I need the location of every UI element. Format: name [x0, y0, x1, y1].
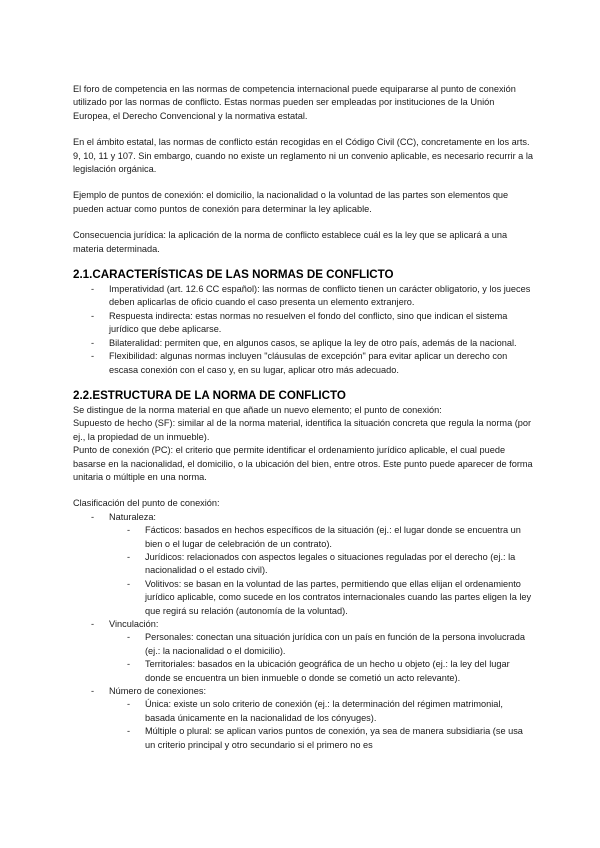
list-item: - Única: existe un solo criterio de conexión (ej.: la determinación del régimen matrimonial, basada únicamente en la nacionalidad de los cónyuges). [73, 698, 533, 725]
vinculacion-sublist [109, 631, 533, 685]
list-item: - Volitivos: se basan en la voluntad de las partes, permitiendo que ellas elijan el ordenamiento jurídico aplicable, como sucede en los contratos internacionales cuando las partes eligen la ley que regirá su relación (autonomía de la voluntad). [73, 578, 533, 618]
list-item: - Jurídicos: relacionados con aspectos legales o situaciones reguladas por el derecho (ej.: la nacionalidad o el estado civil). [73, 551, 533, 578]
list-item: - Territoriales: basados en la ubicación geográfica de un hecho u objeto (ej.: la ley del lugar donde se encuentra un bien inmueble o donde se cometió un acto relevante). [73, 658, 533, 685]
section-heading-caracteristicas: 2.1.CARACTERÍSTICAS DE LAS NORMAS DE CONFLICTO [73, 268, 394, 282]
estructura-paragraph-3: Punto de conexión (PC): el criterio que permite identificar el ordenamiento jurídico aplicable, el cual puede basarse en la nacionalidad, el domicilio, o la ubicación del bien, entre otros. Este punto puede aparecer de forma unitaria o múltiple en una norma. [73, 445, 533, 482]
list-item: - Respuesta indirecta: estas normas no resuelven el fondo del conflicto, sino que indican el sistema jurídico que debe aplicarse. [73, 310, 533, 337]
list-item: - Bilateralidad: permiten que, en algunos casos, se aplique la ley de otro país, además de la nacional. [73, 337, 533, 350]
intro-paragraph-1: El foro de competencia en las normas de competencia internacional puede equipararse al punto de conexión utilizado por las normas de conflicto. Estas normas pueden ser empleadas por instituciones de la Unión Europea, el Derecho Convencional y la normativa estatal. [73, 84, 516, 121]
intro-paragraph-4: Consecuencia jurídica: la aplicación de la norma de conflicto establece cuál es la ley que se aplicará a una materia determinada. [73, 230, 508, 254]
list-item-numero [73, 685, 533, 752]
list-item: - Fácticos: basados en hechos específicos de la situación (ej.: el lugar donde se encuentra un bien o el lugar de celebración de un contrato). [73, 524, 533, 551]
list-item-vinculacion [73, 618, 533, 685]
list-item: - Múltiple o plural: se aplican varios puntos de conexión, ya sea de manera subsidiaria (se usa un criterio principal y otro secundario si el primero no es [73, 725, 533, 752]
intro-paragraph-3: Ejemplo de puntos de conexión: el domicilio, la nacionalidad o la voluntad de las partes son elementos que pueden actuar como puntos de conexión para determinar la ley aplicable. [73, 190, 509, 214]
naturaleza-sublist [109, 524, 533, 618]
section-heading-estructura: 2.2.ESTRUCTURA DE LA NORMA DE CONFLICTO [73, 388, 346, 402]
numero-sublist [109, 698, 533, 752]
intro-paragraph-2: En el ámbito estatal, las normas de conflicto están recogidas en el Código Civil (CC), concretamente en los arts. 9, 10, 11 y 107. Sin embargo, cuando no existe un reglamento ni un convenio aplicable, es necesario recurrir a la legislación orgánica. [73, 137, 533, 175]
list-item-naturaleza [73, 511, 533, 618]
vinculacion-label: Vinculación: [109, 619, 159, 629]
clasificacion-list [73, 511, 533, 752]
numero-label: Número de conexiones: [109, 686, 207, 697]
estructura-paragraph-1: Se distingue de la norma material en que añade un nuevo elemento; el punto de conexión: [73, 404, 442, 415]
caracteristicas-list [73, 283, 533, 377]
clasificacion-title: Clasificación del punto de conexión: [73, 498, 220, 509]
estructura-paragraph-2: Supuesto de hecho (SF): similar al de la norma material, identifica la situación concreta que regula la norma (por ej., la propiedad de un inmueble). [73, 418, 532, 442]
document-page [73, 83, 533, 752]
naturaleza-label: Naturaleza: [109, 511, 156, 522]
list-item: - Flexibilidad: algunas normas incluyen "cláusulas de excepción" para evitar aplicar un derecho con escasa conexión con el caso y, en su lugar, aplicar otro más adecuado. [73, 350, 533, 377]
list-item: - Personales: conectan una situación jurídica con un país en función de la persona involucrada (ej.: la nacionalidad o el domicilio). [73, 631, 533, 658]
list-item: - Imperatividad (art. 12.6 CC español): las normas de conflicto tienen un carácter obligatorio, y los jueces deben aplicarlas de oficio cuando el caso presenta un elemento extranjero. [73, 283, 533, 310]
